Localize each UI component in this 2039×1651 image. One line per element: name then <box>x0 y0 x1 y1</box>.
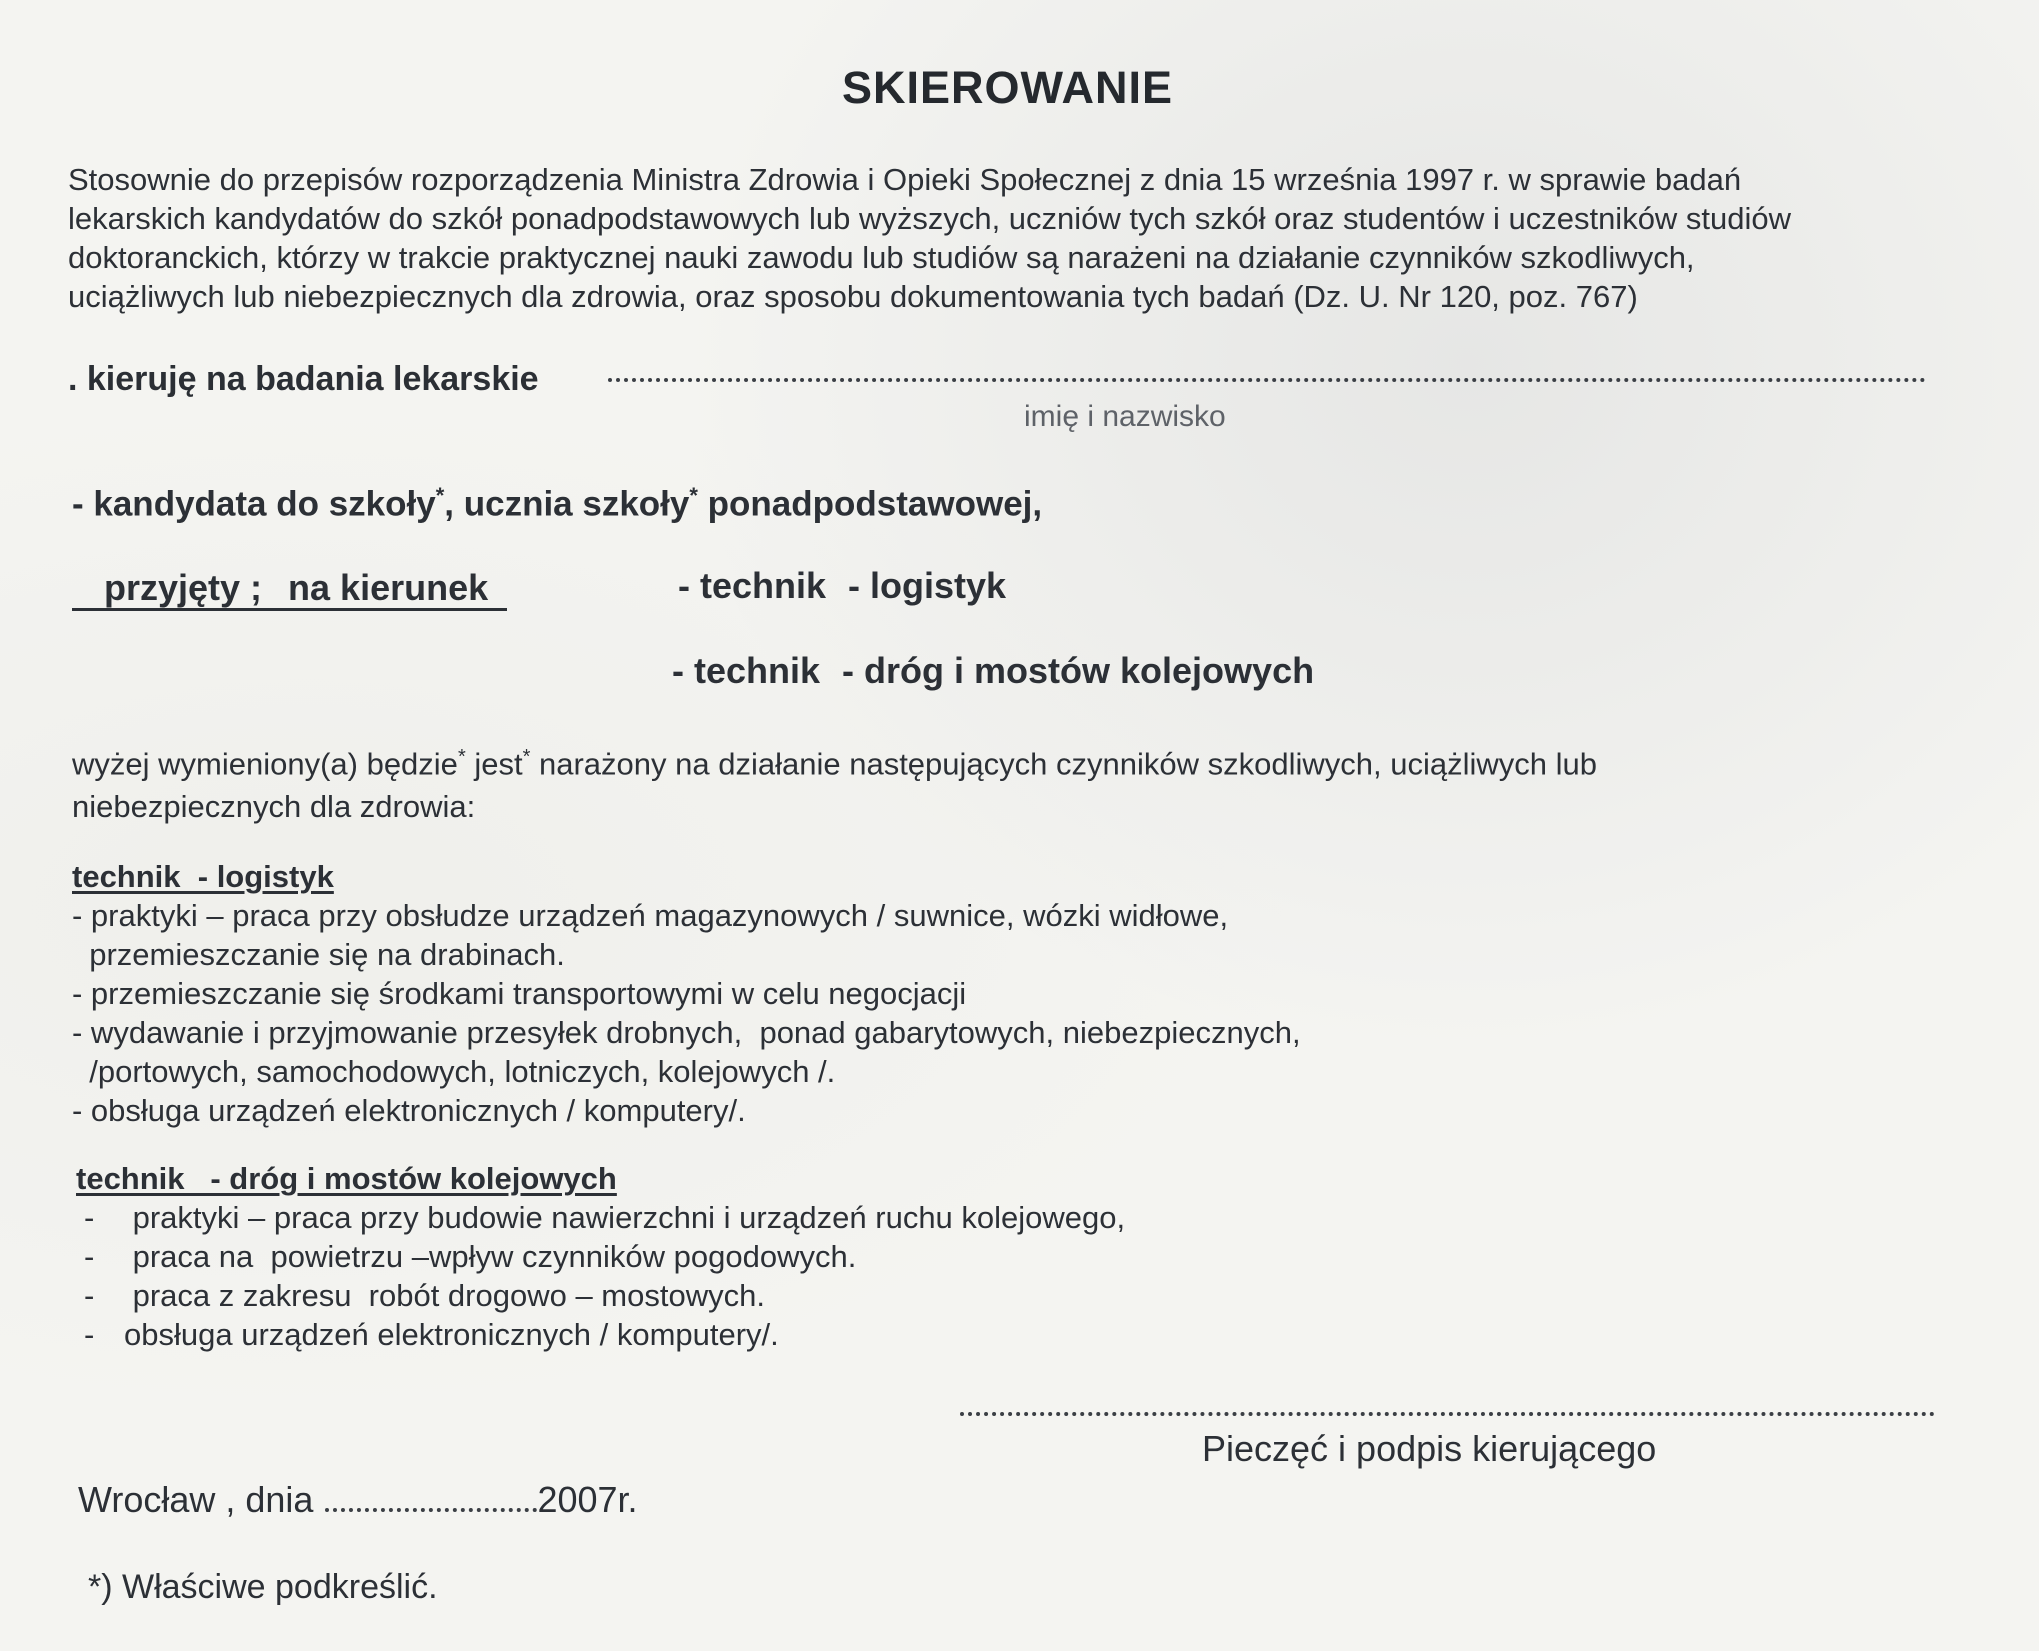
hazard-item <box>76 1237 1125 1276</box>
profession-name: - logistyk <box>848 565 1007 606</box>
bullet-dash: - <box>84 1317 95 1352</box>
exposure-paragraph <box>72 736 1597 828</box>
hazard-text: praktyki – praca przy budowie nawierzchni i urządzeń ruchu kolejowego, <box>124 1200 1126 1235</box>
profession-prefix: - technik <box>678 565 827 606</box>
hazard-item <box>76 1315 1125 1354</box>
profession-logistics <box>678 565 1006 607</box>
exposure-line <box>72 736 1597 785</box>
bullet-dash: - <box>84 1278 95 1313</box>
candidate-school-type: ponadpodstawowej, <box>697 484 1043 524</box>
accepted-label: przyjęty ; <box>104 567 263 608</box>
year-label: 2007r. <box>537 1479 638 1520</box>
asterisk-mark: * <box>457 746 466 768</box>
exposure-text: narażony na działanie następujących czynników szkodliwych, uciążliwych lub <box>530 746 1597 782</box>
hazard-item: - praktyki – praca przy obsłudze urządzeń magazynowych / suwnice, wózki widłowe, <box>72 898 1229 933</box>
hazard-item <box>76 1276 1125 1315</box>
date-fill-line[interactable] <box>325 1508 537 1512</box>
section-logistics <box>72 857 1301 1130</box>
section-heading: technik - dróg i mostów kolejowych <box>76 1161 617 1196</box>
hazard-item: /portowych, samochodowych, lotniczych, kolejowych /. <box>72 1054 836 1089</box>
intro-paragraph <box>68 160 1968 316</box>
hazard-item: przemieszczanie się na drabinach. <box>72 937 565 972</box>
candidate-option-school[interactable]: - kandydata do szkoły <box>72 484 436 524</box>
hazard-item <box>76 1198 1125 1237</box>
hazard-text: praca na powietrzu –wpływ czynników pogodowych. <box>124 1239 857 1274</box>
section-heading: technik - logistyk <box>72 859 334 894</box>
section-railway <box>76 1159 1125 1354</box>
place-date-line <box>78 1479 638 1521</box>
document-title: SKIEROWANIE <box>842 62 1174 113</box>
asterisk-mark: * <box>522 746 531 768</box>
name-caption: imię i nazwisko <box>1024 400 1226 433</box>
bullet-dash: - <box>84 1239 95 1274</box>
accepted-direction <box>72 568 507 611</box>
hazard-text: obsługa urządzeń elektronicznych / komputery/. <box>124 1317 779 1352</box>
exposure-option-will-be[interactable]: wyżej wymieniony(a) będzie <box>72 746 458 782</box>
signature-caption: Pieczęć i podpis kierującego <box>1202 1428 1657 1469</box>
asterisk-mark: * <box>689 483 698 508</box>
direction-label: na kierunek <box>288 567 489 608</box>
candidate-line <box>72 483 1042 525</box>
intro-line: doktoranckich, którzy w trakcie praktycznej nauki zawodu lub studiów są narażeni na działanie czynników szkodliwych, <box>68 240 1695 275</box>
hazard-item: - wydawanie i przyjmowanie przesyłek drobnych, ponad gabarytowych, niebezpiecznych, <box>72 1015 1301 1050</box>
footnote: *) Właściwe podkreślić. <box>88 1568 438 1606</box>
place-label: Wrocław , dnia <box>78 1479 314 1520</box>
asterisk-mark: * <box>435 483 445 508</box>
profession-railway <box>672 650 1314 692</box>
refer-label: . kieruję na badania lekarskie <box>68 360 539 398</box>
intro-line: Stosownie do przepisów rozporządzenia Ministra Zdrowia i Opieki Społecznej z dnia 15 września 1997 r. w sprawie badań <box>68 162 1742 197</box>
name-fill-line[interactable] <box>608 378 1926 382</box>
bullet-dash: - <box>84 1200 95 1235</box>
hazard-item: - przemieszczanie się środkami transportowymi w celu negocjacji <box>72 976 967 1011</box>
profession-name: - dróg i mostów kolejowych <box>842 650 1315 691</box>
intro-line: lekarskich kandydatów do szkół ponadpodstawowych lub wyższych, uczniów tych szkół oraz studentów i uczestników studiów <box>68 201 1792 236</box>
candidate-option-student[interactable]: , ucznia szkoły <box>444 484 690 524</box>
signature-fill-line[interactable] <box>960 1412 1935 1416</box>
hazard-text: praca z zakresu robót drogowo – mostowych. <box>124 1278 765 1313</box>
intro-line: uciążliwych lub niebezpiecznych dla zdrowia, oraz sposobu dokumentowania tych badań (Dz. U. Nr 120, poz. 767) <box>68 279 1638 314</box>
exposure-line: niebezpiecznych dla zdrowia: <box>72 789 476 825</box>
exposure-option-is[interactable]: jest <box>465 746 523 782</box>
profession-prefix: - technik <box>672 650 821 691</box>
hazard-item: - obsługa urządzeń elektronicznych / komputery/. <box>72 1093 746 1128</box>
